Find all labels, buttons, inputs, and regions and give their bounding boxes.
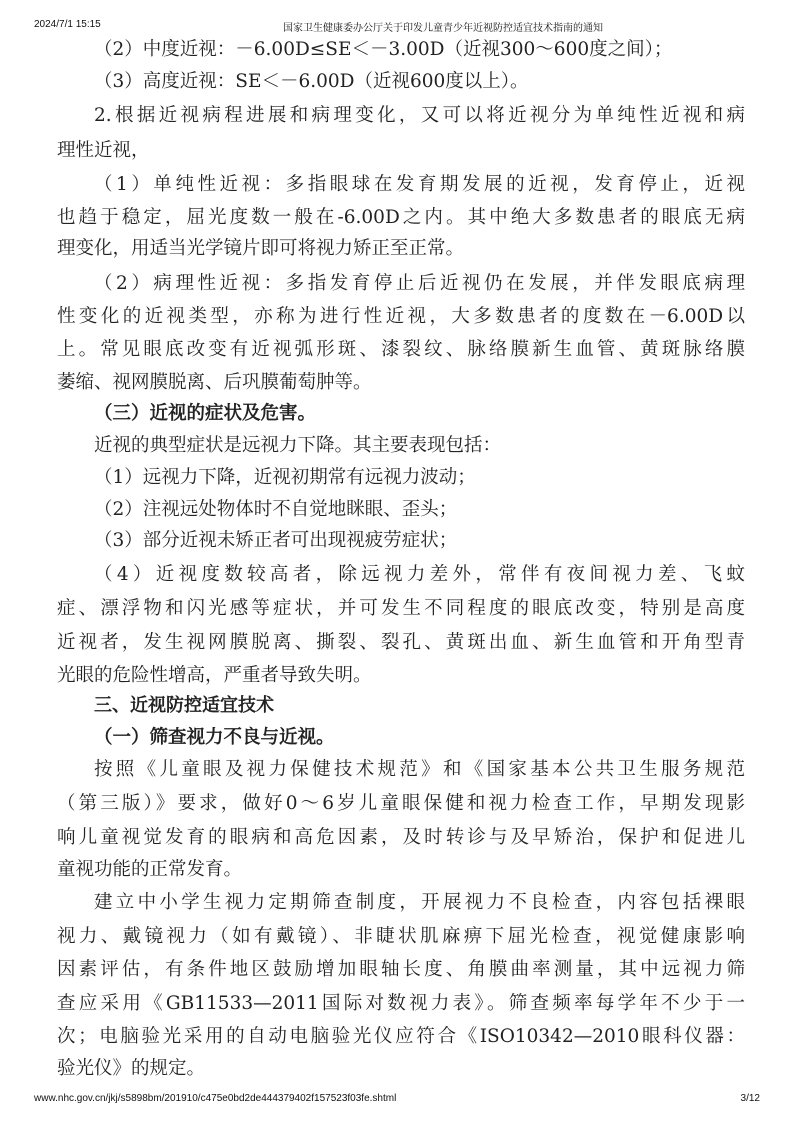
text-line: （2）病理性近视：多指发育停止后近视仍在发展，并伴发眼底病理 bbox=[94, 273, 745, 294]
text-line: （2）注视远处物体时不自觉地眯眼、歪头； bbox=[94, 499, 458, 520]
page-number: 3/12 bbox=[740, 1093, 760, 1104]
text-line: 理变化，用适当光学镜片即可将视力矫正至正常。 bbox=[57, 238, 465, 259]
text-line: 上。常见眼底改变有近视弧形斑、漆裂纹、脉络膜新生血管、黄斑脉络膜 bbox=[57, 339, 745, 360]
text-line: 理性近视， bbox=[57, 140, 150, 161]
text-line: （第三版）》要求，做好0～6岁儿童眼保健和视力检查工作，早期发现影 bbox=[57, 793, 745, 814]
text-line: 建立中小学生视力定期筛查制度，开展视力不良检查，内容包括裸眼 bbox=[94, 892, 745, 913]
text-line: （1）单纯性近视：多指眼球在发育期发展的近视，发育停止，近视 bbox=[94, 174, 745, 195]
page-url: www.nhc.gov.cn/jkj/s5898bm/201910/c475e0bd2de444379402f157523f03fe.shtml bbox=[34, 1093, 397, 1104]
text-line: 2.根据近视病程进展和病理变化，又可以将近视分为单纯性近视和病 bbox=[94, 105, 745, 126]
print-date: 2024/7/1 15:15 bbox=[34, 19, 101, 30]
text-line: 次；电脑验光采用的自动电脑验光仪应符合《ISO10342—2010眼科仪器： bbox=[57, 1026, 745, 1047]
text-line: （3）部分近视未矫正者可出现视疲劳症状； bbox=[94, 530, 458, 551]
text-line: 验光仪》的规定。 bbox=[57, 1058, 206, 1079]
text-line: 也趋于稳定，屈光度数一般在-6.00D之内。其中绝大多数患者的眼底无病 bbox=[57, 207, 745, 228]
text-line: 萎缩、视网膜脱离、后巩膜葡萄肿等。 bbox=[57, 372, 372, 393]
text-line: 响儿童视觉发育的眼病和高危因素，及时转诊与及早矫治，保护和促进儿 bbox=[57, 827, 745, 848]
chapter-heading: 三、近视防控适宜技术 bbox=[94, 695, 274, 716]
text-line: 按照《儿童眼及视力保健技术规范》和《国家基本公共卫生服务规范 bbox=[94, 759, 745, 780]
text-line: （3）高度近视：SE＜－6.00D（近视600度以上）。 bbox=[94, 71, 529, 92]
text-line: 视力、戴镜视力（如有戴镜）、非睫状肌麻痹下屈光检查，视觉健康影响 bbox=[57, 926, 745, 947]
text-line: 近视者，发生视网膜脱离、撕裂、裂孔、黄斑出血、新生血管和开角型青 bbox=[57, 632, 745, 653]
section-heading: （一）筛查视力不良与近视。 bbox=[94, 727, 335, 748]
text-line: 查应采用《GB11533—2011国际对数视力表》。筛查频率每学年不少于一 bbox=[57, 993, 745, 1014]
page-header-title: 国家卫生健康委办公厅关于印发儿童青少年近视防控适宜技术指南的通知 bbox=[283, 23, 603, 34]
text-line: （4）近视度数较高者，除远视力差外，常伴有夜间视力差、飞蚊 bbox=[94, 564, 745, 585]
text-line: 光眼的危险性增高，严重者导致失明。 bbox=[57, 665, 372, 686]
text-line: 童视功能的正常发育。 bbox=[57, 859, 243, 880]
text-line: （2）中度近视：－6.00D≤SE＜－3.00D（近视300～600度之间）； bbox=[94, 39, 673, 60]
text-line: 近视的典型症状是远视力下降。其主要表现包括： bbox=[94, 435, 502, 456]
text-line: 性变化的近视类型，亦称为进行性近视，大多数患者的度数在－6.00D以 bbox=[57, 306, 745, 327]
text-line: 症、漂浮物和闪光感等症状，并可发生不同程度的眼底改变，特别是高度 bbox=[57, 598, 745, 619]
text-line: 因素评估，有条件地区鼓励增加眼轴长度、角膜曲率测量，其中远视力筛 bbox=[57, 959, 745, 980]
text-line: （1）远视力下降，近视初期常有远视力波动； bbox=[94, 467, 476, 488]
section-heading: （三）近视的症状及危害。 bbox=[94, 403, 317, 424]
